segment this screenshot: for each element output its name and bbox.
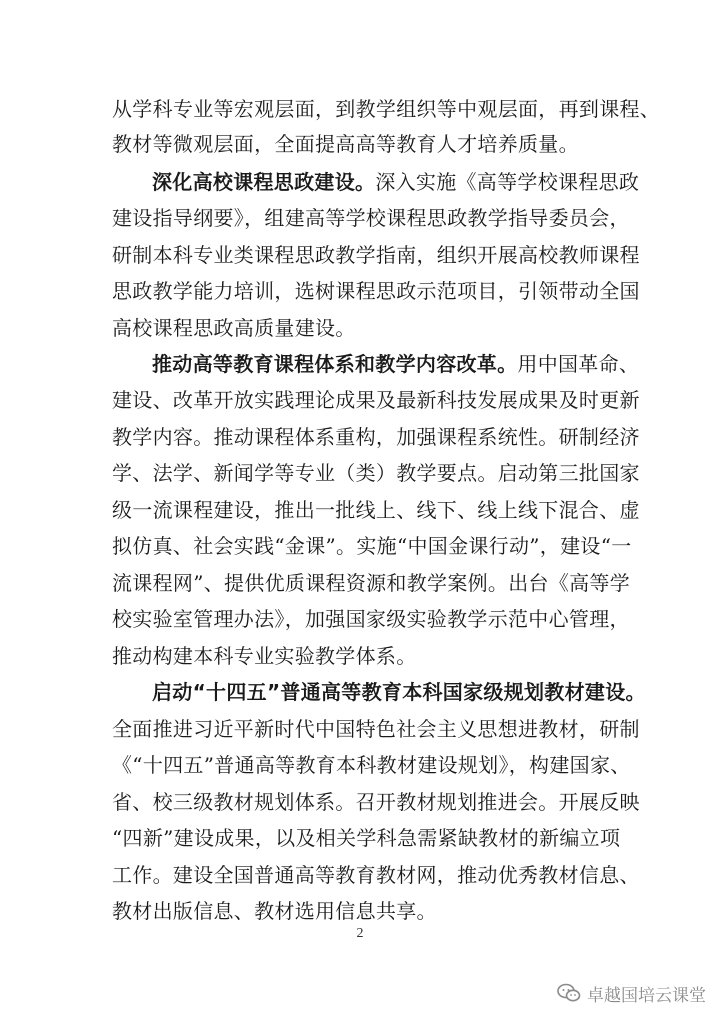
line-text: 全面推进习近平新时代中国特色社会主义思想进教材，研制 <box>112 717 640 741</box>
line-text: 深入实施《高等学校课程思政 <box>375 170 640 194</box>
text-line <box>112 716 640 742</box>
line-text: 教材出版信息、教材选用信息共享。 <box>112 899 437 923</box>
text-line <box>112 533 632 559</box>
line-text: 高校课程思政高质量建设。 <box>112 316 356 340</box>
text-line <box>112 424 640 450</box>
line-text: 拟仿真、社会实践“金课”。实施“中国金课行动”，建设“一 <box>112 534 632 558</box>
text-line <box>152 351 639 377</box>
line-text: 研制本科专业类课程思政教学指南，组织开展高校教师课程 <box>112 243 640 267</box>
text-line <box>112 898 437 924</box>
line-text: 思政教学能力培训，选树课程思政示范项目，引领带动全国 <box>112 279 640 303</box>
line-text: 教材等微观层面，全面提高高等教育人才培养质量。 <box>112 132 579 156</box>
text-line <box>112 606 630 632</box>
line-text: 推动构建本科专业实验教学体系。 <box>112 644 417 668</box>
line-text: 《“十四五”普通高等教育本科教材建设规划》，构建国家、 <box>112 753 631 777</box>
wechat-icon <box>557 983 581 1003</box>
watermark-text: 卓越国培云课堂 <box>587 985 706 1006</box>
line-text: 级一流课程建设，推出一批线上、线下、线上线下混合、虚 <box>112 498 640 522</box>
line-text: 从学科专业等宏观层面，到教学组织等中观层面，再到课程、 <box>112 97 661 121</box>
text-line <box>112 643 417 669</box>
text-line <box>112 131 579 157</box>
text-line <box>112 205 630 231</box>
line-text: 学、法学、新闻学等专业（类）教学要点。启动第三批国家 <box>112 461 640 485</box>
bold-heading: 启动“十四五”普通高等教育本科国家级规划教材建设。 <box>152 680 646 704</box>
line-text: 工作。建设全国普通高等教育教材网，推动优秀教材信息、 <box>112 863 640 887</box>
line-text: 教学内容。推动课程体系重构，加强课程系统性。研制经济 <box>112 425 640 449</box>
text-line <box>112 862 640 888</box>
watermark <box>557 980 706 1006</box>
text-line <box>152 169 639 195</box>
text-line <box>112 242 640 268</box>
text-line <box>112 789 640 815</box>
text-line <box>112 387 640 413</box>
line-text: 省、校三级教材规划体系。召开教材规划推进会。开展反映 <box>112 790 640 814</box>
line-text: 建设、改革开放实践理论成果及最新科技发展成果及时更新 <box>112 388 640 412</box>
text-line <box>112 570 630 596</box>
line-text: 用中国革命、 <box>517 352 640 376</box>
line-text: 校实验室管理办法》，加强国家级实验教学示范中心管理， <box>112 607 630 631</box>
text-line <box>112 278 640 304</box>
text-line <box>112 825 620 851</box>
bold-heading: 推动高等教育课程体系和教学内容改革。 <box>152 352 518 376</box>
text-line <box>112 96 660 122</box>
page-number: 2 <box>356 926 364 941</box>
text-line <box>112 460 640 486</box>
text-line <box>152 679 646 705</box>
text-line <box>112 497 640 523</box>
line-text: 建设指导纲要》，组建高等学校课程思政教学指导委员会， <box>112 206 630 230</box>
line-text: 流课程网”、提供优质课程资源和教学案例。出台《高等学 <box>112 571 631 595</box>
text-line <box>112 752 631 778</box>
bold-heading: 深化高校课程思政建设。 <box>152 170 376 194</box>
line-text: “四新”建设成果，以及相关学科急需紧缺教材的新编立项 <box>112 826 621 850</box>
text-line <box>112 315 356 341</box>
